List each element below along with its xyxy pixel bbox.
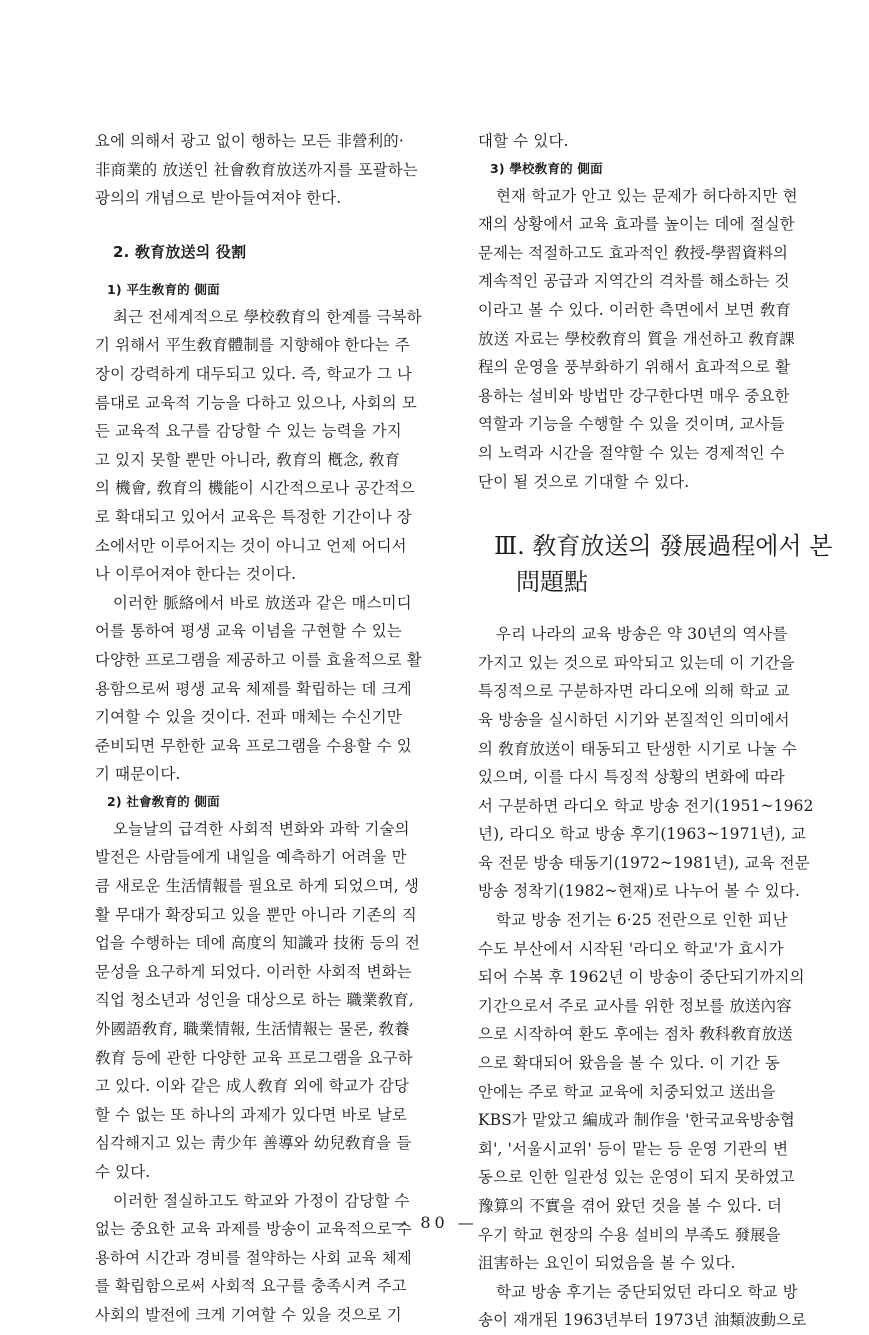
paragraph-line: 사회의 발전에 크게 기여할 수 있을 것으로 기 — [95, 1305, 402, 1324]
text-line: 非商業的 放送인 社會敎育放送까지를 포괄하는 — [95, 160, 418, 179]
paragraph-line: 外國語敎育, 職業情報, 生活情報는 물론, 敎養 — [95, 1020, 410, 1039]
paragraph-line: 현재 학교가 안고 있는 문제가 허다하지만 현 — [496, 186, 798, 205]
paragraph-line: 육 방송을 실시하던 시기와 본질적인 의미에서 — [478, 710, 790, 729]
paragraph-line: 放送 자료는 學校敎育의 質을 개선하고 敎育課 — [478, 329, 795, 348]
paragraph-line: 큼 새로운 生活情報를 필요로 하게 되었으며, 생 — [95, 877, 420, 896]
paragraph-line: 다양한 프로그램을 제공하고 이를 효율적으로 활 — [95, 650, 422, 669]
paragraph-line: 든 교육적 요구를 감당할 수 있는 능력을 가지 — [95, 422, 402, 441]
paragraph-line: 재의 상황에서 교육 효과를 높이는 데에 절실한 — [478, 215, 795, 234]
paragraph-line: 최근 전세계적으로 學校敎育의 한계를 극복하 — [113, 307, 422, 326]
paragraph-line: 학교 방송 전기는 6·25 전란으로 인한 피난 — [496, 911, 788, 930]
paragraph-line: 용하는 설비와 방법만 강구한다면 매우 중요한 — [478, 386, 790, 405]
paragraph-line: 이러한 절실하고도 학교와 가정이 감당할 수 — [113, 1191, 410, 1210]
subsection-heading: 1) 平生敎育的 側面 — [107, 281, 220, 297]
paragraph-line: 육 전문 방송 태동기(1972~1981년), 교육 전문 — [478, 853, 810, 872]
text-line: 대할 수 있다. — [478, 132, 569, 150]
paragraph-line: 이라고 볼 수 있다. 이러한 측면에서 보면 敎育 — [478, 300, 791, 319]
paragraph-line: 오늘날의 급격한 사회적 변화와 과학 기술의 — [113, 819, 410, 838]
paragraph-line: 기여할 수 있을 것이다. 전파 매체는 수신기만 — [95, 708, 402, 727]
paragraph-line: 용함으로써 평생 교육 체제를 확립하는 데 크게 — [95, 679, 412, 698]
paragraph-line: 방송 정착기(1982~현재)로 나누어 볼 수 있다. — [478, 882, 801, 901]
section-heading: 2. 敎育放送의 役割 — [113, 242, 247, 261]
paragraph-line: 계속적인 공급과 지역간의 격차를 해소하는 것 — [478, 272, 790, 291]
right-column — [478, 127, 840, 1335]
paragraph-line: 있으며, 이를 다시 특징적 상황의 변화에 따라 — [478, 768, 785, 787]
paragraph-line: 기 때문이다. — [95, 765, 181, 784]
paragraph-line: 程의 운영을 풍부화하기 위해서 효과적으로 활 — [478, 358, 791, 377]
text-line: 광의의 개념으로 받아들여져야 한다. — [95, 189, 342, 208]
paragraph-line: 敎育 등에 관한 다양한 교육 프로그램을 요구하 — [95, 1048, 413, 1067]
paragraph-line: 특징적으로 구분하자면 라디오에 의해 학교 교 — [478, 682, 790, 701]
paragraph-line: 수 있다. — [95, 1163, 151, 1181]
paragraph-line: 업을 수행하는 데에 高度의 知識과 技術 등의 전 — [95, 934, 421, 953]
paragraph-line: 역할과 기능을 수행할 수 있을 것이며, 교사들 — [478, 415, 785, 434]
text-line: 요에 의해서 광고 없이 행하는 모든 非營利的· — [95, 132, 404, 150]
paragraph-line: 의 노력과 시간을 절약할 수 있는 경제적인 수 — [478, 443, 785, 462]
paragraph-line: 의 機會, 敎育의 機能이 시간적으로나 공간적으 — [95, 479, 415, 498]
paragraph-line: 안에는 주로 학교 교육에 치중되었고 送出을 — [478, 1082, 776, 1101]
paragraph-line: 학교 방송 후기는 중단되었던 라디오 학교 방 — [496, 1282, 798, 1301]
chapter-heading-continued: 問題點 — [516, 568, 588, 597]
paragraph-line: 년), 라디오 학교 방송 후기(1963~1971년), 교 — [478, 825, 807, 844]
paragraph-line: 기 위해서 平生敎育體制를 지향해야 한다는 주 — [95, 336, 410, 355]
paragraph-line: 심각해지고 있는 靑少年 善導와 幼兒敎育을 들 — [95, 1134, 412, 1153]
paragraph-line: 沮害하는 요인이 되었음을 볼 수 있다. — [478, 1254, 736, 1273]
paragraph-line: 고 있다. 이와 같은 成人敎育 외에 학교가 감당 — [95, 1077, 410, 1096]
paragraph-line: 이러한 脈絡에서 바로 放送과 같은 매스미디 — [113, 593, 412, 612]
paragraph-line: 豫算의 不實을 겪어 왔던 것을 볼 수 있다. 더 — [478, 1197, 783, 1215]
paragraph-line: 나 이루어져야 한다는 것이다. — [95, 565, 297, 584]
paragraph-line: 어를 통하여 평생 교육 이념을 구현할 수 있는 — [95, 622, 402, 641]
paragraph-line: 고 있지 못할 뿐만 아니라, 敎育의 槪念, 敎育 — [95, 450, 401, 469]
paragraph-line: 준비되면 무한한 교육 프로그램을 수용할 수 있 — [95, 736, 412, 755]
paragraph-line: 수도 부산에서 시작된 '라디오 학교'가 효시가 — [478, 939, 784, 958]
paragraph-line: 서 구분하면 라디오 학교 방송 전기(1951~1962 — [478, 796, 814, 815]
paragraph-line: 없는 중요한 교육 과제를 방송이 교육적으로 수 — [95, 1220, 412, 1239]
chapter-heading: Ⅲ. 敎育放送의 發展過程에서 본 — [494, 532, 833, 561]
paragraph-line: 단이 될 것으로 기대할 수 있다. — [478, 472, 690, 491]
paragraph-line: 우리 나라의 교육 방송은 약 30년의 역사를 — [496, 625, 788, 644]
paragraph-line: 직업 청소년과 성인을 대상으로 하는 職業敎育, — [95, 991, 414, 1010]
paragraph-line: 름대로 교육적 기능을 다하고 있으나, 사회의 모 — [95, 393, 417, 412]
paragraph-line: KBS가 맡았고 編成과 制作을 '한국교육방송협 — [478, 1111, 795, 1130]
paragraph-line: 동으로 인한 일관성 있는 운영이 되지 못하였고 — [478, 1168, 795, 1187]
paragraph-line: 으로 확대되어 왔음을 볼 수 있다. 이 기간 동 — [478, 1054, 780, 1073]
paragraph-line: 가지고 있는 것으로 파악되고 있는데 이 기간을 — [478, 653, 795, 672]
page-number: — 80 — — [391, 1213, 478, 1232]
paragraph-line: 할 수 없는 또 하나의 과제가 있다면 바로 날로 — [95, 1105, 407, 1124]
paragraph-line: 용하여 시간과 경비를 절약하는 사회 교육 체제 — [95, 1248, 412, 1267]
subsection-heading: 2) 社會敎育的 側面 — [107, 793, 220, 809]
paragraph-line: 회', '서울시교위' 등이 맡는 등 운영 기관의 변 — [478, 1139, 789, 1158]
paragraph-line: 활 무대가 확장되고 있을 뿐만 아니라 기존의 직 — [95, 905, 417, 924]
paragraph-line: 우기 학교 현장의 수용 설비의 부족도 發展을 — [478, 1225, 781, 1244]
paragraph-line: 를 확립함으로써 사회적 요구를 충족시켜 주고 — [95, 1277, 407, 1296]
paragraph-line: 송이 재개된 1963년부터 1973년 油類波動으로 — [478, 1311, 807, 1330]
paragraph-line: 되어 수복 후 1962년 이 방송이 중단되기까지의 — [478, 968, 805, 987]
paragraph-line: 으로 시작하여 환도 후에는 점차 敎科敎育放送 — [478, 1025, 793, 1044]
paragraph-line: 문성을 요구하게 되었다. 이러한 사회적 변화는 — [95, 962, 412, 981]
paragraph-line: 장이 강력하게 대두되고 있다. 즉, 학교가 그 나 — [95, 364, 413, 383]
paragraph-line: 로 확대되고 있어서 교육은 특정한 기간이나 장 — [95, 507, 412, 526]
subsection-heading: 3) 學校敎育的 側面 — [490, 160, 603, 176]
paragraph-line: 의 敎育放送이 태동되고 탄생한 시기로 나눌 수 — [478, 739, 797, 758]
left-column — [95, 127, 455, 1330]
paragraph-line: 문제는 적절하고도 효과적인 敎授-學習資料의 — [478, 243, 789, 262]
paragraph-line: 소에서만 이루어지는 것이 아니고 언제 어디서 — [95, 536, 407, 555]
paragraph-line: 발전은 사람들에게 내일을 예측하기 어려울 만 — [95, 848, 407, 867]
paragraph-line: 기간으로서 주로 교사를 위한 정보를 放送內容 — [478, 996, 792, 1015]
